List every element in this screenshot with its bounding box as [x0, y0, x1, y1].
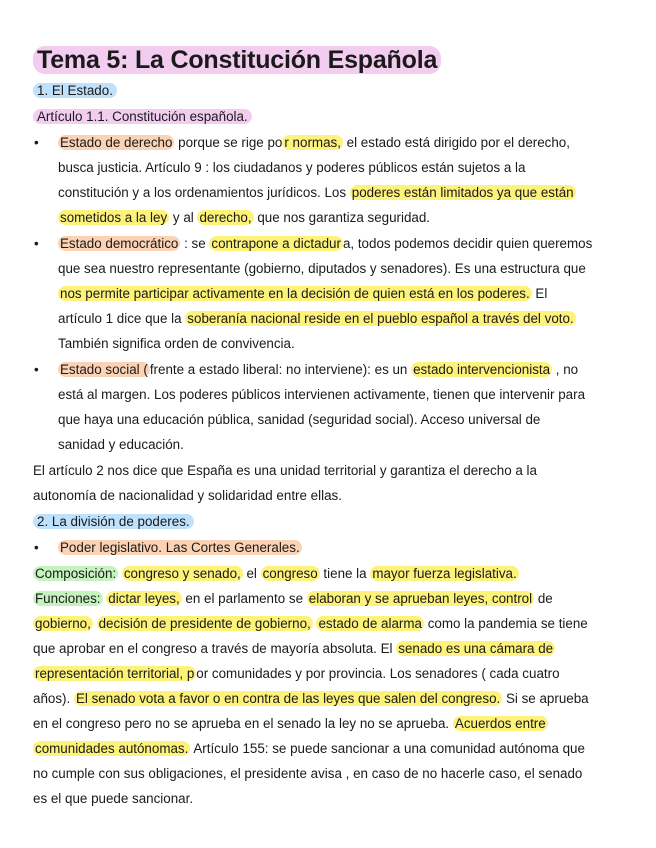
paragraph-line: busca justicia. Artículo 9 : los ciudadanos y poderes públicos están sujetos a la: [58, 160, 526, 175]
text-run: : se: [180, 236, 210, 251]
highlight-derecho: derecho,: [199, 210, 252, 225]
text-run: de: [534, 591, 553, 606]
paragraph-line: [33, 565, 519, 583]
highlight-poderes-limitados: poderes están limitados ya que están: [351, 185, 574, 200]
label-funciones: Funciones:: [35, 591, 101, 606]
text-run: como la pandemia se tiene: [423, 616, 588, 631]
text-run: a, todos podemos decidir quien queremos: [342, 236, 593, 251]
highlight-soberania: soberanía nacional reside en el pueblo español a través del voto.: [187, 311, 574, 326]
paragraph-line: [33, 740, 585, 758]
paragraph-line: sanidad y educación.: [58, 437, 184, 452]
section-1-label: 1. El Estado.: [33, 83, 117, 98]
highlight-congreso-senado: congreso y senado,: [123, 566, 241, 581]
text-run: en el parlamento se: [181, 591, 307, 606]
highlight-gobierno: gobierno,: [35, 616, 91, 631]
text-run: , no: [552, 362, 579, 377]
paragraph-line: [33, 590, 553, 608]
term-estado-social: Estado social (: [60, 362, 148, 377]
text-run: el estado está dirigido por el derecho,: [342, 135, 570, 150]
text-run: en el congreso pero no se aprueba en el senado la ley no se aprueba.: [33, 716, 453, 731]
highlight-congreso: congreso: [262, 566, 318, 581]
highlight-comunidades-autonomas: comunidades autónomas.: [35, 741, 189, 756]
text-run: que nos garantiza seguridad.: [253, 210, 431, 225]
highlight-senado-camara: senado es una cámara de: [398, 641, 554, 656]
highlight-estado-alarma: estado de alarma: [318, 616, 422, 631]
paragraph-line: [58, 285, 547, 303]
paragraph-line: [58, 361, 578, 379]
highlight-contrapone: contrapone a dictadur: [211, 236, 341, 251]
label-composicion: Composición:: [35, 566, 117, 581]
text-run: años).: [33, 691, 74, 706]
bullet-icon: •: [34, 540, 39, 555]
highlight-participar: nos permite participar activamente en la decisión de quien está en los poderes.: [60, 286, 530, 301]
section-heading-estado: [33, 82, 117, 100]
highlight-elaboran-aprueban: elaboran y se aprueban leyes, control: [308, 591, 533, 606]
paragraph-line: [33, 690, 589, 708]
paragraph-line: que haya una educación pública, sanidad (seguridad social). Acceso universal de: [58, 412, 541, 427]
text-run: frente a estado liberal: no interviene): es un: [149, 362, 412, 377]
highlight-normas: r normas,: [284, 135, 341, 150]
text-run: y al: [169, 210, 198, 225]
section-heading-division-poderes: [33, 513, 194, 531]
text-run: el: [242, 566, 261, 581]
paragraph-line: está al margen. Los poderes públicos intervienen activamente, tienen que intervenir para: [58, 387, 586, 402]
article-1-1-heading: [33, 108, 252, 126]
highlight-mayor-fuerza: mayor fuerza legislativa.: [372, 566, 517, 581]
paragraph-line: [33, 665, 560, 683]
paragraph-line: no cumple con sus obligaciones, el presidente avisa , en caso de no hacerle caso, el senado: [33, 766, 583, 781]
bullet-icon: •: [34, 135, 39, 150]
page-title: [33, 46, 441, 75]
paragraph-line: [58, 539, 302, 557]
highlight-intervencionista: estado intervencionista: [413, 362, 551, 377]
paragraph-line: [58, 209, 430, 227]
highlight-representacion-territorial: representación territorial, p: [35, 666, 195, 681]
paragraph-line: [58, 134, 570, 152]
text-run: Si se aprueba: [502, 691, 589, 706]
term-poder-legislativo: Poder legislativo. Las Cortes Generales.: [60, 540, 300, 555]
article-1-1-label: Artículo 1.1. Constitución española.: [33, 109, 252, 124]
paragraph-line: [58, 184, 576, 202]
bullet-icon: •: [34, 362, 39, 377]
highlight-senado-vota: El senado vota a favor o en contra de las leyes que salen del congreso.: [75, 691, 501, 706]
highlight-dictar-leyes: dictar leyes,: [108, 591, 180, 606]
highlight-decision-presidente: decisión de presidente de gobierno,: [98, 616, 311, 631]
term-estado-democratico: Estado democrático: [60, 236, 179, 251]
text-run: or comunidades y por provincia. Los senadores ( cada cuatro: [196, 666, 560, 681]
text-run: tiene la: [319, 566, 371, 581]
term-estado-derecho: Estado de derecho: [60, 135, 173, 150]
paragraph-line: autonomía de nacionalidad y solidaridad entre ellas.: [33, 488, 342, 503]
paragraph-line: [33, 715, 548, 733]
text-run: artículo 1 dice que la: [58, 311, 186, 326]
paragraph-line: [33, 640, 555, 658]
section-2-label: 2. La división de poderes.: [33, 514, 194, 529]
text-run: constitución y a los ordenamientos jurídicos. Los: [58, 185, 350, 200]
paragraph-line: [33, 615, 588, 633]
text-run: que aprobar en el congreso a través de mayoría absoluta. El: [33, 641, 397, 656]
highlight-sometidos-ley: sometidos a la ley: [60, 210, 168, 225]
paragraph-line: [58, 235, 592, 253]
text-run: Artículo 155: se puede sancionar a una comunidad autónoma que: [190, 741, 585, 756]
paragraph-line: El artículo 2 nos dice que España es una unidad territorial y garantiza el derecho a la: [33, 463, 537, 478]
text-run: porque se rige po: [174, 135, 283, 150]
paragraph-line: [58, 310, 576, 328]
bullet-icon: •: [34, 236, 39, 251]
paragraph-line: También significa orden de convivencia.: [58, 336, 295, 351]
paragraph-line: que sea nuestro representante (gobierno, diputados y senadores). Es una estructura que: [58, 261, 586, 276]
title-highlight: Tema 5: La Constitución Española: [33, 46, 441, 74]
paragraph-line: es el que puede sancionar.: [33, 791, 194, 806]
text-run: El: [531, 286, 548, 301]
highlight-acuerdos: Acuerdos entre: [454, 716, 546, 731]
